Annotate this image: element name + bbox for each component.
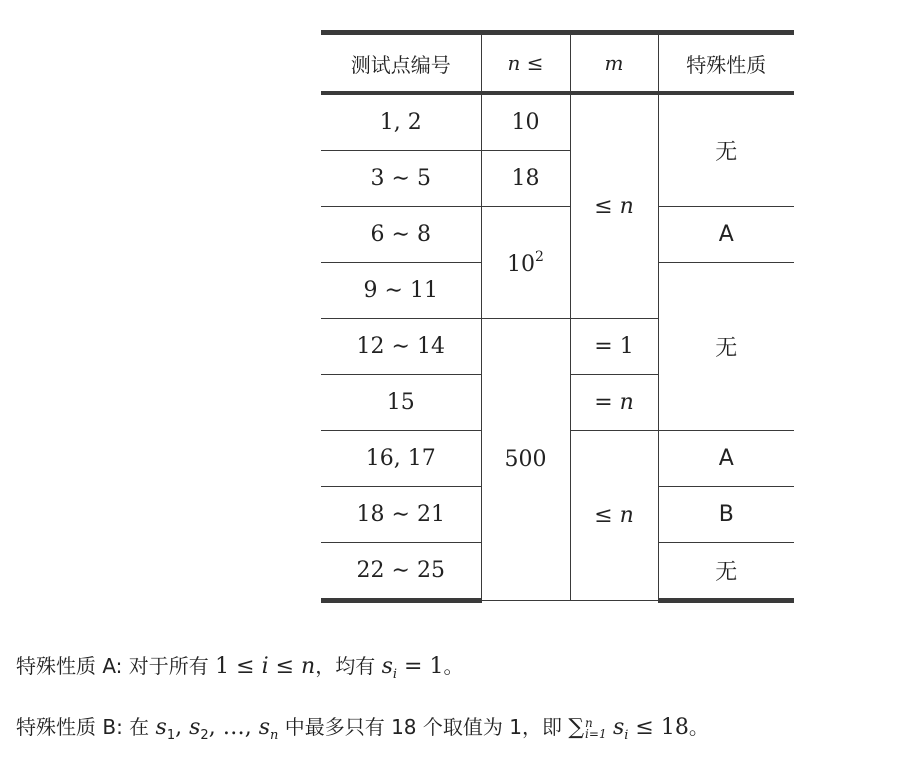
cell-id: 16, 17 [321,431,481,487]
cell-property: 无 [658,93,794,207]
cell-id: 1, 2 [321,93,481,151]
cell-n [481,207,570,319]
note-a-math: 1 ≤ [215,654,262,679]
note-a-var-n: n [301,654,316,679]
note-b-ellipsis: … [222,715,245,740]
note-b-sn: s [258,715,270,740]
cell-property: B [658,487,794,543]
note-b-sep: , [175,715,190,740]
header-n: n ≤ [481,33,570,94]
table-row [321,93,794,151]
note-a-s-sub: i [392,667,398,682]
header-property: 特殊性质 [658,33,794,94]
note-a-eq: = 1 [397,654,444,679]
cell-property: 无 [658,263,794,431]
cell-id: 9 ∼ 11 [321,263,481,319]
note-b-sn-sub: n [269,728,279,743]
cell-n: 500 [481,319,570,601]
note-b-sum: ∑ [568,715,585,740]
table-header-row [321,33,794,94]
table-row [321,207,794,263]
note-b-sep: , [244,715,259,740]
note-b-term: s [612,715,625,740]
note-b-term-sub: i [624,728,629,743]
n-exponent: 2 [535,248,544,265]
note-b-rel: ≤ 18 [628,715,689,740]
cell-property: 无 [658,543,794,601]
cell-m: ≤ n [570,431,658,601]
property-a-note [16,650,463,682]
cell-m: = 1 [570,319,658,375]
note-b-sum-bottom: i=1 [585,726,607,741]
cell-id: 22 ∼ 25 [321,543,481,601]
data-table [321,30,794,603]
cell-id: 12 ∼ 14 [321,319,481,375]
cell-id: 18 ∼ 21 [321,487,481,543]
note-a-leq: ≤ [268,654,302,679]
cell-m: ≤ n [570,93,658,319]
note-b-s1: s [155,715,167,740]
note-a-prefix: 特殊性质 A: 对于所有 [16,654,216,678]
note-a-suffix: 。 [443,654,464,678]
note-b-s2: s [189,715,201,740]
cell-property: A [658,431,794,487]
cell-id: 15 [321,375,481,431]
cell-property: A [658,207,794,263]
note-a-mid: ，均有 [315,654,382,678]
note-b-suffix: 。 [688,715,709,739]
note-b-sum-top: n [585,715,593,730]
note-b-sep: , [208,715,223,740]
property-b-note [16,711,709,743]
note-b-sum-limits [585,715,607,741]
note-b-s1-sub: 1 [166,728,176,743]
cell-n: 10 [481,93,570,151]
cell-n: 18 [481,151,570,207]
cell-id: 3 ∼ 5 [321,151,481,207]
note-b-prefix: 特殊性质 B: 在 [16,715,156,739]
header-test-id: 测试点编号 [321,33,481,94]
cell-m: = n [570,375,658,431]
cell-id: 6 ∼ 8 [321,207,481,263]
header-m: m [570,33,658,94]
n-base: 10 [507,251,536,277]
note-b-s2-sub: 2 [200,728,209,743]
note-a-s: s [381,654,393,679]
note-a-var-i: i [261,654,269,679]
note-b-mid: 中最多只有 18 个取值为 1，即 [278,715,569,739]
